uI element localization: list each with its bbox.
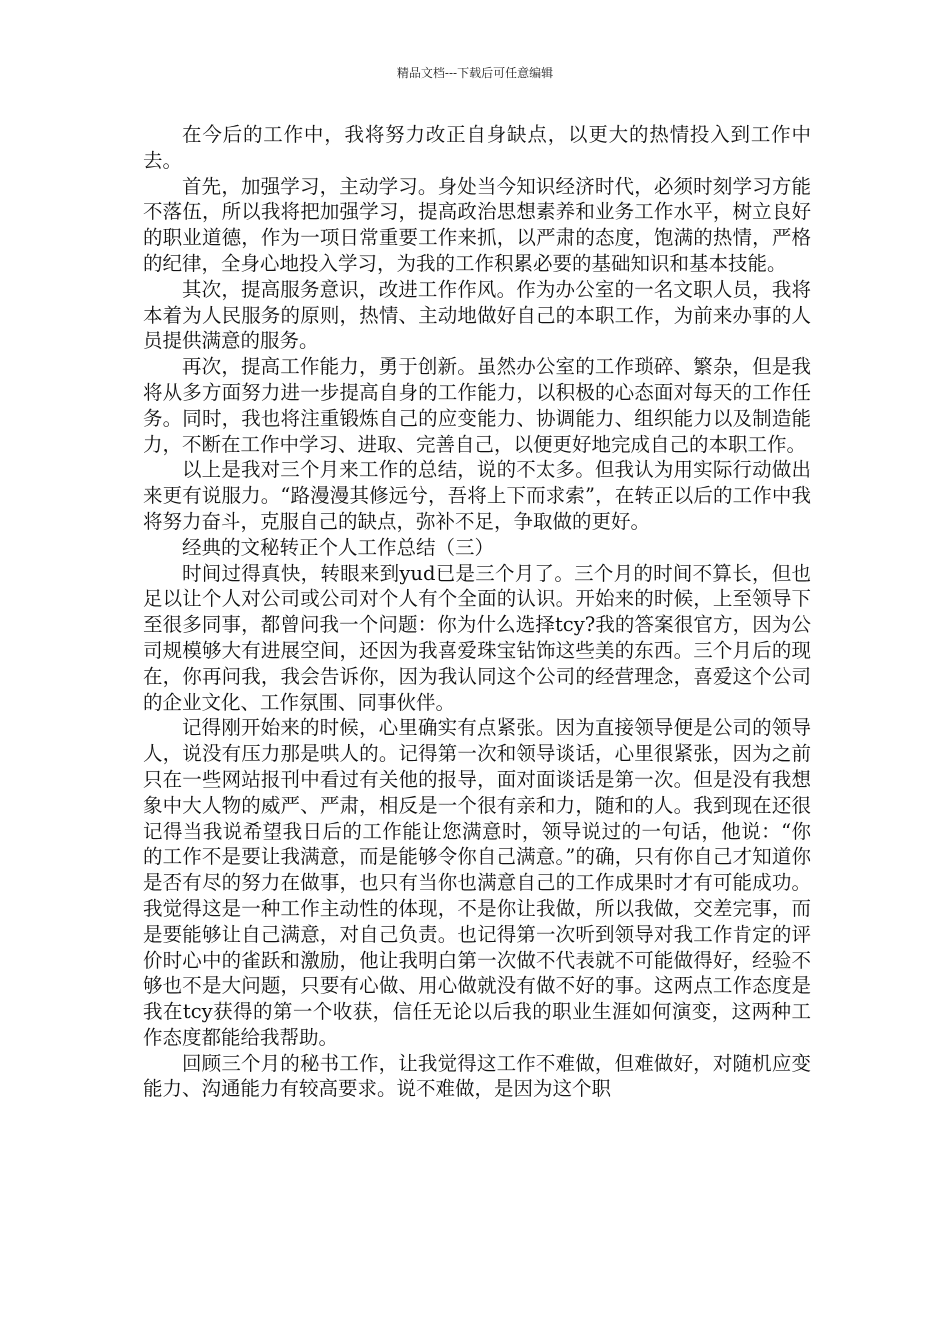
paragraph-time-passed: 时间过得真快，转眼来到yud已是三个月了。三个月的时间不算长，但也足以让个人对公司或公司对个人有个全面的认识。开始来的时候，上至领导下至很多同事，都曾问我一个问题：你为什么选择tcy?我的答案很官方，因为公司规模够大有进展空间，还因为我喜爱珠宝钻饰这些美的东西。三个月后的现在，你再问我，我会告诉你，因为我认同这个公司的经营理念，喜爱这个公司的企业文化、工作氛围、同事伙伴。 <box>143 561 811 714</box>
document-body <box>143 122 811 1102</box>
paragraph-closing-intro: 在今后的工作中，我将努力改正自身缺点，以更大的热情投入到工作中去。 <box>143 123 811 172</box>
paragraph-second-point: 其次，提高服务意识，改进工作作风。作为办公室的一名文职人员，我将本着为人民服务的原则，热情、主动地做好自己的本职工作，为前来办事的人员提供满意的服务。 <box>143 277 811 353</box>
paragraph-first-point: 首先，加强学习，主动学习。身处当今知识经济时代，必须时刻学习方能不落伍，所以我将把加强学习，提高政治思想素养和业务工作水平，树立良好的职业道德，作为一项日常重要工作来抓，以严肃的态度，饱满的热情，严格的纪律，全身心地投入学习，为我的工作积累必要的基础知识和基本技能。 <box>143 174 811 275</box>
paragraph-review: 回顾三个月的秘书工作，让我觉得这工作不难做，但难做好，对随机应变能力、沟通能力有较高要求。说不难做，是因为这个职 <box>143 1051 811 1101</box>
section-heading: 经典的文秘转正个人工作总结（三） <box>182 535 495 559</box>
page-header: 精品文档---下载后可任意编辑 <box>396 66 554 80</box>
paragraph-first-days: 记得刚开始来的时候，心里确实有点紧张。因为直接领导便是公司的领导人，说没有压力那是哄人的。记得第一次和领导谈话，心里很紧张，因为之前只在一些网站报刊中看过有关他的报导，面对面谈话是第一次。但是没有我想象中大人物的威严、严肃，相反是一个很有亲和力，随和的人。我到现在还很记得当我说希望我日后的工作能让您满意时，领导说过的一句话，他说：“你的工作不是要让我满意，而是能够令你自己满意。”的确，只有你自己才知道你是否有尽的努力在做事，也只有当你也满意自己的工作成果时才有可能成功。我觉得这是一种工作主动性的体现，不是你让我做，所以我做，交差完事，而是要能够让自己满意，对自己负责。也记得第一次听到领导对我工作肯定的评价时心中的雀跃和激励，他让我明白第一次做不代表就不可能做得好，经验不够也不是大问题，只要有心做、用心做就没有做不好的事。这两点工作态度是我在tcy获得的第一个收获，信任无论以后我的职业生涯如何演变，这两种工作态度都能给我帮助。 <box>143 716 811 1049</box>
paragraph-third-point: 再次，提高工作能力，勇于创新。虽然办公室的工作琐碎、繁杂，但是我将从多方面努力进一步提高自身的工作能力，以积极的心态面对每天的工作任务。同时，我也将注重锻炼自己的应变能力、协调能力、组织能力以及制造能力，不断在工作中学习、进取、完善自己，以便更好地完成自己的本职工作。 <box>143 355 811 456</box>
paragraph-summary: 以上是我对三个月来工作的总结，说的不太多。但我认为用实际行动做出来更有说服力。“路漫漫其修远兮，吾将上下而求索”，在转正以后的工作中我将努力奋斗，克服自己的缺点，弥补不足，争取做的更好。 <box>143 458 811 533</box>
